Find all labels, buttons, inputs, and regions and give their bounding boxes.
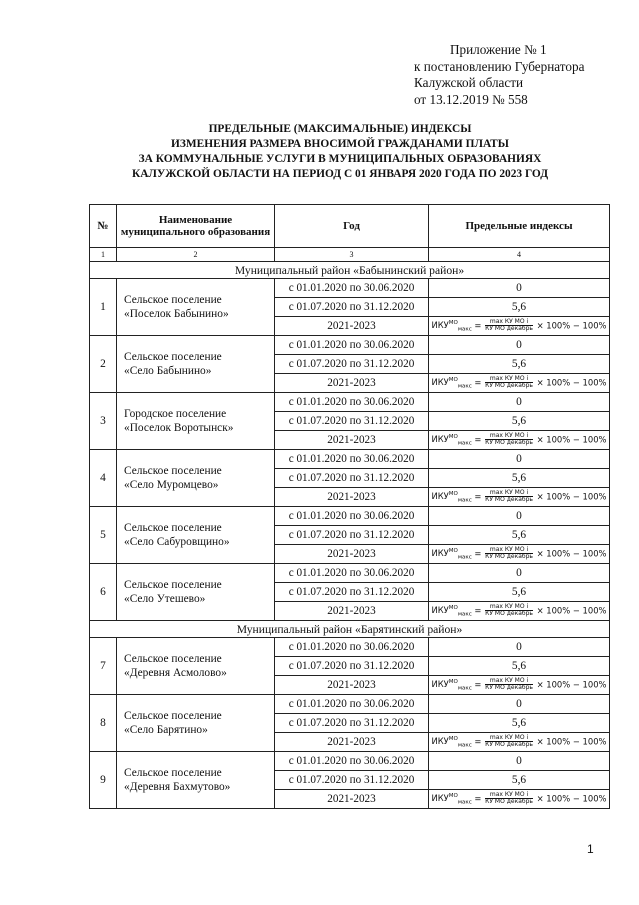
formula-lhs-sup: МО xyxy=(448,736,458,743)
municipality-title: «Село Бабынино» xyxy=(124,365,212,377)
formula-denominator: КУ МО декабрь xyxy=(485,798,533,806)
municipality-type: Сельское поселение xyxy=(124,294,222,306)
municipality-title: «Село Утешево» xyxy=(124,593,206,605)
municipality-title: «Село Барятино» xyxy=(124,724,208,736)
formula-fraction xyxy=(485,678,533,692)
index-formula: $ИКУ^{МО}_{макс}$ = $\frac{\text{max КУ МО i}}{\text{КУ МО декабрь}}$ × 100% − 100% xyxy=(429,317,610,336)
formula-lhs-sub: макс xyxy=(457,441,472,448)
municipality-title: «Поселок Бабынино» xyxy=(124,308,229,320)
index-first-half: 0 xyxy=(429,336,610,355)
period-second-half: с 01.07.2020 по 31.12.2020 xyxy=(275,526,429,545)
formula-lhs xyxy=(431,320,472,334)
formula-lhs xyxy=(431,377,472,391)
formula-fraction xyxy=(485,433,533,447)
municipality-type: Сельское поселение xyxy=(124,522,222,534)
municipality-title: «Поселок Воротынск» xyxy=(124,422,234,434)
formula-numerator: max КУ МО i xyxy=(485,735,533,743)
formula-lhs-sup: МО xyxy=(448,377,458,384)
formula-rhs: × 100% − 100% xyxy=(536,377,607,388)
municipality-name xyxy=(117,336,275,393)
formula-lhs xyxy=(431,605,472,619)
section-title: Муниципальный район «Бабынинский район» xyxy=(90,262,610,279)
formula-numerator: max КУ МО i xyxy=(485,319,533,327)
index-second-half: 5,6 xyxy=(429,355,610,374)
formula-rhs: × 100% − 100% xyxy=(536,320,607,331)
table-row xyxy=(90,393,610,412)
municipality-type: Сельское поселение xyxy=(124,653,222,665)
municipality-type: Сельское поселение xyxy=(124,465,222,477)
page-number: 1 xyxy=(587,842,594,856)
row-number: 6 xyxy=(90,564,117,621)
index-formula: $ИКУ^{МО}_{макс}$ = $\frac{\text{max КУ МО i}}{\text{КУ МО декабрь}}$ × 100% − 100% xyxy=(429,790,610,809)
municipality-type: Сельское поселение xyxy=(124,351,222,363)
municipality-title: «Деревня Бахмутово» xyxy=(124,781,231,793)
period-first-half: с 01.01.2020 по 30.06.2020 xyxy=(275,393,429,412)
period-second-half: с 01.07.2020 по 31.12.2020 xyxy=(275,771,429,790)
municipality-type: Сельское поселение xyxy=(124,579,222,591)
formula-lhs-text: ИКУ xyxy=(431,491,449,502)
title-line: ЗА КОММУНАЛЬНЫЕ УСЛУГИ В МУНИЦИПАЛЬНЫХ ОБРАЗОВАНИЯХ xyxy=(138,153,542,165)
formula-lhs-sub: макс xyxy=(457,384,472,391)
appendix-line: Калужской области xyxy=(414,75,524,90)
formula-numerator: max КУ МО i xyxy=(485,547,533,555)
formula-fraction xyxy=(485,376,533,390)
formula-lhs xyxy=(431,491,472,505)
formula-lhs-sub: макс xyxy=(457,686,472,693)
formula-rhs: × 100% − 100% xyxy=(536,605,607,616)
period-second-half: с 01.07.2020 по 31.12.2020 xyxy=(275,583,429,602)
row-number: 3 xyxy=(90,393,117,450)
municipality-title: «Село Муромцево» xyxy=(124,479,219,491)
period-first-half: с 01.01.2020 по 30.06.2020 xyxy=(275,564,429,583)
index-formula: $ИКУ^{МО}_{макс}$ = $\frac{\text{max КУ МО i}}{\text{КУ МО декабрь}}$ × 100% − 100% xyxy=(429,431,610,450)
index-formula: $ИКУ^{МО}_{макс}$ = $\frac{\text{max КУ МО i}}{\text{КУ МО декабрь}}$ × 100% − 100% xyxy=(429,374,610,393)
period-second-half: с 01.07.2020 по 31.12.2020 xyxy=(275,469,429,488)
table-row xyxy=(90,336,610,355)
period-first-half: с 01.01.2020 по 30.06.2020 xyxy=(275,450,429,469)
row-number: 4 xyxy=(90,450,117,507)
formula-lhs-text: ИКУ xyxy=(431,434,449,445)
formula-lhs xyxy=(431,434,472,448)
period-2021-2023: 2021-2023 xyxy=(275,733,429,752)
period-second-half: с 01.07.2020 по 31.12.2020 xyxy=(275,412,429,431)
municipality-type: Сельское поселение xyxy=(124,767,222,779)
index-formula: $ИКУ^{МО}_{макс}$ = $\frac{\text{max КУ МО i}}{\text{КУ МО декабрь}}$ × 100% − 100% xyxy=(429,602,610,621)
formula-lhs xyxy=(431,793,472,807)
municipality-title: «Село Сабуровщино» xyxy=(124,536,230,548)
period-second-half: с 01.07.2020 по 31.12.2020 xyxy=(275,657,429,676)
appendix-line: к постановлению Губернатора xyxy=(414,58,585,74)
municipality-name xyxy=(117,564,275,621)
table-row xyxy=(90,507,610,526)
index-first-half: 0 xyxy=(429,393,610,412)
index-first-half: 0 xyxy=(429,279,610,298)
municipality-name xyxy=(117,638,275,695)
formula-rhs: × 100% − 100% xyxy=(536,491,607,502)
formula-rhs: × 100% − 100% xyxy=(536,434,607,445)
formula-lhs-sub: макс xyxy=(457,743,472,750)
period-2021-2023: 2021-2023 xyxy=(275,545,429,564)
formula-denominator: КУ МО декабрь xyxy=(485,496,533,504)
appendix-note xyxy=(414,42,584,108)
formula-lhs-sub: макс xyxy=(457,498,472,505)
formula-lhs xyxy=(431,679,472,693)
index-second-half: 5,6 xyxy=(429,298,610,317)
period-2021-2023: 2021-2023 xyxy=(275,374,429,393)
formula-denominator: КУ МО декабрь xyxy=(485,439,533,447)
municipality-name xyxy=(117,279,275,336)
formula-lhs-text: ИКУ xyxy=(431,548,449,559)
formula-lhs-sub: макс xyxy=(457,612,472,619)
formula-denominator: КУ МО декабрь xyxy=(485,610,533,618)
index-first-half: 0 xyxy=(429,752,610,771)
formula-numerator: max КУ МО i xyxy=(485,433,533,441)
formula-fraction xyxy=(485,547,533,561)
formula-numerator: max КУ МО i xyxy=(485,490,533,498)
formula-lhs-text: ИКУ xyxy=(431,377,449,388)
formula-fraction xyxy=(485,735,533,749)
formula-denominator: КУ МО декабрь xyxy=(485,684,533,692)
title-line: ИЗМЕНЕНИЯ РАЗМЕРА ВНОСИМОЙ ГРАЖДАНАМИ ПЛАТЫ xyxy=(171,138,509,150)
appendix-line: Приложение № 1 xyxy=(450,42,547,57)
index-second-half: 5,6 xyxy=(429,526,610,545)
formula-lhs-text: ИКУ xyxy=(431,736,449,747)
row-number: 5 xyxy=(90,507,117,564)
period-2021-2023: 2021-2023 xyxy=(275,431,429,450)
column-number: 4 xyxy=(429,248,610,262)
formula-lhs-text: ИКУ xyxy=(431,793,449,804)
formula-fraction xyxy=(485,604,533,618)
formula-denominator: КУ МО декабрь xyxy=(485,325,533,333)
municipality-name xyxy=(117,752,275,809)
period-first-half: с 01.01.2020 по 30.06.2020 xyxy=(275,507,429,526)
index-second-half: 5,6 xyxy=(429,657,610,676)
table-row xyxy=(90,695,610,714)
index-second-half: 5,6 xyxy=(429,583,610,602)
index-second-half: 5,6 xyxy=(429,412,610,431)
header-index: Предельные индексы xyxy=(429,205,610,248)
table-row xyxy=(90,638,610,657)
period-second-half: с 01.07.2020 по 31.12.2020 xyxy=(275,714,429,733)
formula-rhs: × 100% − 100% xyxy=(536,736,607,747)
index-first-half: 0 xyxy=(429,695,610,714)
formula-fraction xyxy=(485,319,533,333)
formula-lhs-text: ИКУ xyxy=(431,605,449,616)
column-number: 2 xyxy=(117,248,275,262)
period-first-half: с 01.01.2020 по 30.06.2020 xyxy=(275,336,429,355)
period-2021-2023: 2021-2023 xyxy=(275,676,429,695)
row-number: 2 xyxy=(90,336,117,393)
formula-lhs-sup: МО xyxy=(448,320,458,327)
municipality-name xyxy=(117,695,275,752)
section-row xyxy=(90,621,610,638)
municipality-type: Городское поселение xyxy=(124,408,227,420)
period-second-half: с 01.07.2020 по 31.12.2020 xyxy=(275,355,429,374)
period-second-half: с 01.07.2020 по 31.12.2020 xyxy=(275,298,429,317)
municipality-name xyxy=(117,507,275,564)
period-2021-2023: 2021-2023 xyxy=(275,488,429,507)
index-second-half: 5,6 xyxy=(429,714,610,733)
municipality-title: «Деревня Асмолово» xyxy=(124,667,227,679)
formula-lhs xyxy=(431,548,472,562)
period-first-half: с 01.01.2020 по 30.06.2020 xyxy=(275,638,429,657)
section-title: Муниципальный район «Барятинский район» xyxy=(90,621,610,638)
period-2021-2023: 2021-2023 xyxy=(275,317,429,336)
column-number: 3 xyxy=(275,248,429,262)
period-first-half: с 01.01.2020 по 30.06.2020 xyxy=(275,695,429,714)
formula-lhs-sub: макс xyxy=(457,800,472,807)
formula-denominator: КУ МО декабрь xyxy=(485,741,533,749)
row-number: 7 xyxy=(90,638,117,695)
municipality-name xyxy=(117,450,275,507)
header-num: № xyxy=(90,205,117,248)
appendix-line: от 13.12.2019 № 558 xyxy=(414,91,528,107)
table-row xyxy=(90,564,610,583)
period-2021-2023: 2021-2023 xyxy=(275,602,429,621)
column-number: 1 xyxy=(90,248,117,262)
row-number: 9 xyxy=(90,752,117,809)
index-first-half: 0 xyxy=(429,638,610,657)
section-row xyxy=(90,262,610,279)
formula-lhs-sub: макс xyxy=(457,555,472,562)
period-2021-2023: 2021-2023 xyxy=(275,790,429,809)
index-formula: $ИКУ^{МО}_{макс}$ = $\frac{\text{max КУ МО i}}{\text{КУ МО декабрь}}$ × 100% − 100% xyxy=(429,545,610,564)
index-first-half: 0 xyxy=(429,564,610,583)
formula-lhs-sup: МО xyxy=(448,793,458,800)
row-number: 8 xyxy=(90,695,117,752)
municipality-type: Сельское поселение xyxy=(124,710,222,722)
formula-rhs: × 100% − 100% xyxy=(536,548,607,559)
formula-lhs-sup: МО xyxy=(448,491,458,498)
formula-lhs-text: ИКУ xyxy=(431,320,449,331)
title-line: ПРЕДЕЛЬНЫЕ (МАКСИМАЛЬНЫЕ) ИНДЕКСЫ xyxy=(208,123,472,135)
index-formula: $ИКУ^{МО}_{макс}$ = $\frac{\text{max КУ МО i}}{\text{КУ МО декабрь}}$ × 100% − 100% xyxy=(429,488,610,507)
title-line: КАЛУЖСКОЙ ОБЛАСТИ НА ПЕРИОД С 01 ЯНВАРЯ 2020 ГОДА ПО 2023 ГОД xyxy=(131,168,549,180)
formula-fraction xyxy=(485,792,533,806)
table-row xyxy=(90,450,610,469)
document-title xyxy=(40,122,639,182)
formula-fraction xyxy=(485,490,533,504)
index-second-half: 5,6 xyxy=(429,771,610,790)
index-second-half: 5,6 xyxy=(429,469,610,488)
row-number: 1 xyxy=(90,279,117,336)
municipality-name xyxy=(117,393,275,450)
formula-rhs: × 100% − 100% xyxy=(536,679,607,690)
formula-lhs-sub: макс xyxy=(457,327,472,334)
formula-numerator: max КУ МО i xyxy=(485,604,533,612)
index-formula: $ИКУ^{МО}_{макс}$ = $\frac{\text{max КУ МО i}}{\text{КУ МО декабрь}}$ × 100% − 100% xyxy=(429,733,610,752)
formula-lhs-text: ИКУ xyxy=(431,679,449,690)
formula-lhs-sup: МО xyxy=(448,605,458,612)
formula-denominator: КУ МО декабрь xyxy=(485,553,533,561)
header-name: Наименование муниципального образования xyxy=(117,205,275,248)
formula-rhs: × 100% − 100% xyxy=(536,793,607,804)
index-first-half: 0 xyxy=(429,507,610,526)
index-first-half: 0 xyxy=(429,450,610,469)
formula-lhs-sup: МО xyxy=(448,679,458,686)
header-year: Год xyxy=(275,205,429,248)
formula-lhs-sup: МО xyxy=(448,548,458,555)
formula-numerator: max КУ МО i xyxy=(485,678,533,686)
index-formula: $ИКУ^{МО}_{макс}$ = $\frac{\text{max КУ МО i}}{\text{КУ МО декабрь}}$ × 100% − 100% xyxy=(429,676,610,695)
period-first-half: с 01.01.2020 по 30.06.2020 xyxy=(275,752,429,771)
formula-lhs-sup: МО xyxy=(448,434,458,441)
table-row xyxy=(90,279,610,298)
formula-numerator: max КУ МО i xyxy=(485,376,533,384)
formula-denominator: КУ МО декабрь xyxy=(485,382,533,390)
table-row xyxy=(90,752,610,771)
formula-numerator: max КУ МО i xyxy=(485,792,533,800)
formula-lhs xyxy=(431,736,472,750)
period-first-half: с 01.01.2020 по 30.06.2020 xyxy=(275,279,429,298)
indices-table xyxy=(89,204,610,809)
